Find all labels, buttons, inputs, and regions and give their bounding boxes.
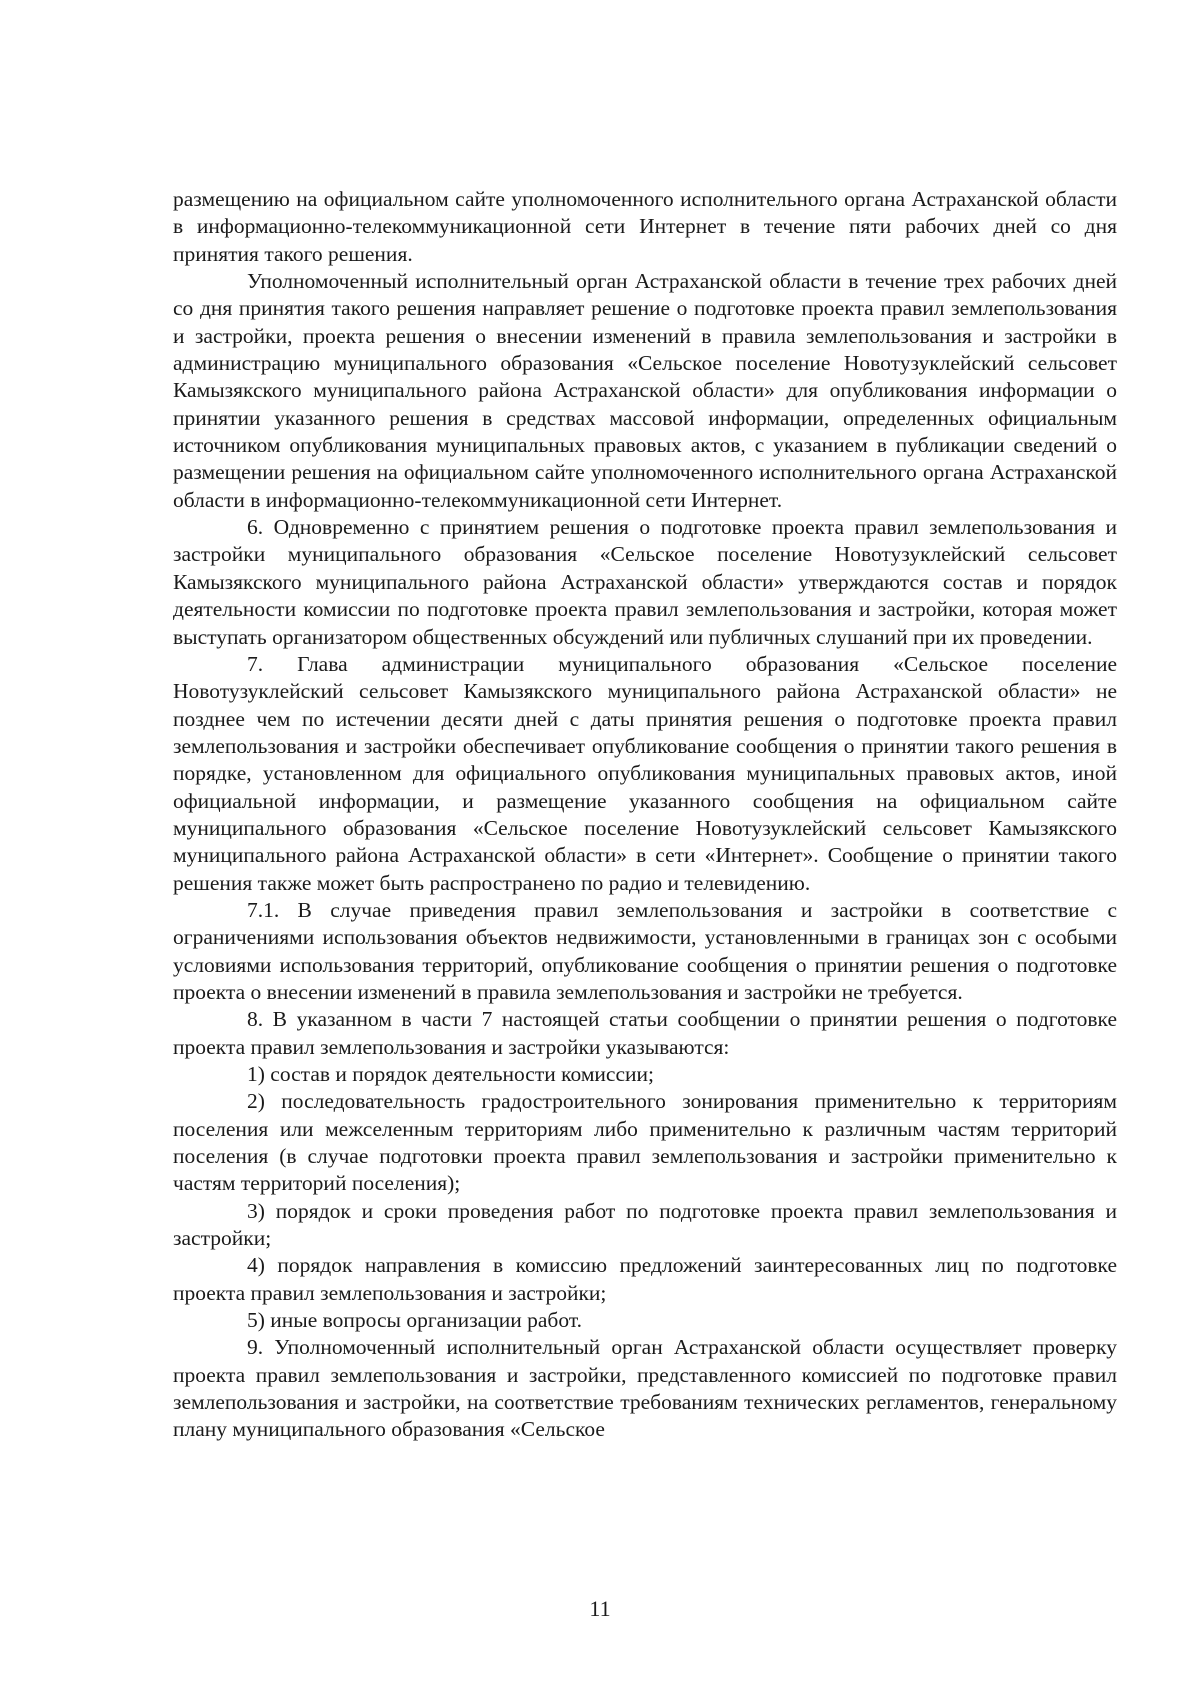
list-item-3: 3) порядок и сроки проведения работ по подготовке проекта правил землепользования и застройки; [173,1198,1117,1251]
document-body [173,186,1117,1444]
list-item-4: 4) порядок направления в комиссию предложений заинтересованных лиц по подготовке проекта правил землепользования и застройки; [173,1253,1117,1305]
paragraph-item-9: 9. Уполномоченный исполнительный орган Астраханской области осуществляет проверку проекта правил землепользования и застройки, представленного комиссией по подготовке правил землепользования и застройки, на соответствие требованиям технических регламентов, генеральному плану муниципального образования «Сельское [173,1335,1117,1442]
paragraph-continuation: размещению на официальном сайте уполномоченного исполнительного органа Астраханской области в информационно-телекоммуникационной сети Интернет в течение пяти рабочих дней со дня принятия такого решения. [173,187,1117,266]
list-item-5: 5) иные вопросы организации работ. [247,1308,582,1333]
paragraph-item-8: 8. В указанном в части 7 настоящей статьи сообщении о принятии решения о подготовке проекта правил землепользования и застройки указываются: [173,1007,1117,1059]
paragraph-item-7: 7. Глава администрации муниципального образования «Сельское поселение Новотузуклейский сельсовет Камызякского муниципального района Астраханской области» не позднее чем по истечении десяти дней с даты принятия решения о подготовке проекта правил землепользования и застройки обеспечивает опубликование сообщения о принятии такого решения в порядке, установленном для официального опубликования муниципальных правовых актов, иной официальной информации, и размещение указанного сообщения на официальном сайте муниципального образования «Сельское поселение Новотузуклейский сельсовет Камызякского муниципального района Астраханской области» в сети «Интернет». Сообщение о принятии такого решения также может быть распространено по радио и телевидению. [173,651,1117,895]
paragraph-authority-notice: Уполномоченный исполнительный орган Астраханской области в течение трех рабочих дней со дня принятия такого решения направляет решение о подготовке проекта правил землепользования и застройки, проекта решения о внесении изменений в правила землепользования и застройки в администрацию муниципального образования «Сельское поселение Новотузуклейский сельсовет Камызякского муниципального района Астраханской области» для опубликования информации о принятии указанного решения в средствах массовой информации, определенных официальным источником опубликования муниципальных правовых актов, с указанием в публикации сведений о размещении решения на официальном сайте уполномоченного исполнительного органа Астраханской области в информационно-телекоммуникационной сети Интернет. [173,269,1117,512]
page-number: 11 [589,1596,611,1621]
paragraph-item-7-1: 7.1. В случае приведения правил землепользования и застройки в соответствие с ограничениями использования объектов недвижимости, установленными в границах зон с особыми условиями использования территорий, опубликование сообщения о принятии решения о подготовке проекта о внесении изменений в правила землепользования и застройки не требуется. [173,897,1117,1004]
list-item-2: 2) последовательность градостроительного зонирования применительно к территориям поселения или межселенным территориям либо применительно к различным частям территорий поселения (в случае подготовки проекта правил землепользования и застройки применительно к частям территорий поселения); [173,1089,1117,1196]
paragraph-item-6: 6. Одновременно с принятием решения о подготовке проекта правил землепользования и застройки муниципального образования «Сельское поселение Новотузуклейский сельсовет Камызякского муниципального района Астраханской области» утверждаются состав и порядок деятельности комиссии по подготовке проекта правил землепользования и застройки, которая может выступать организатором общественных обсуждений или публичных слушаний при их проведении. [173,515,1117,649]
list-item-1: 1) состав и порядок деятельности комиссии; [247,1062,654,1086]
